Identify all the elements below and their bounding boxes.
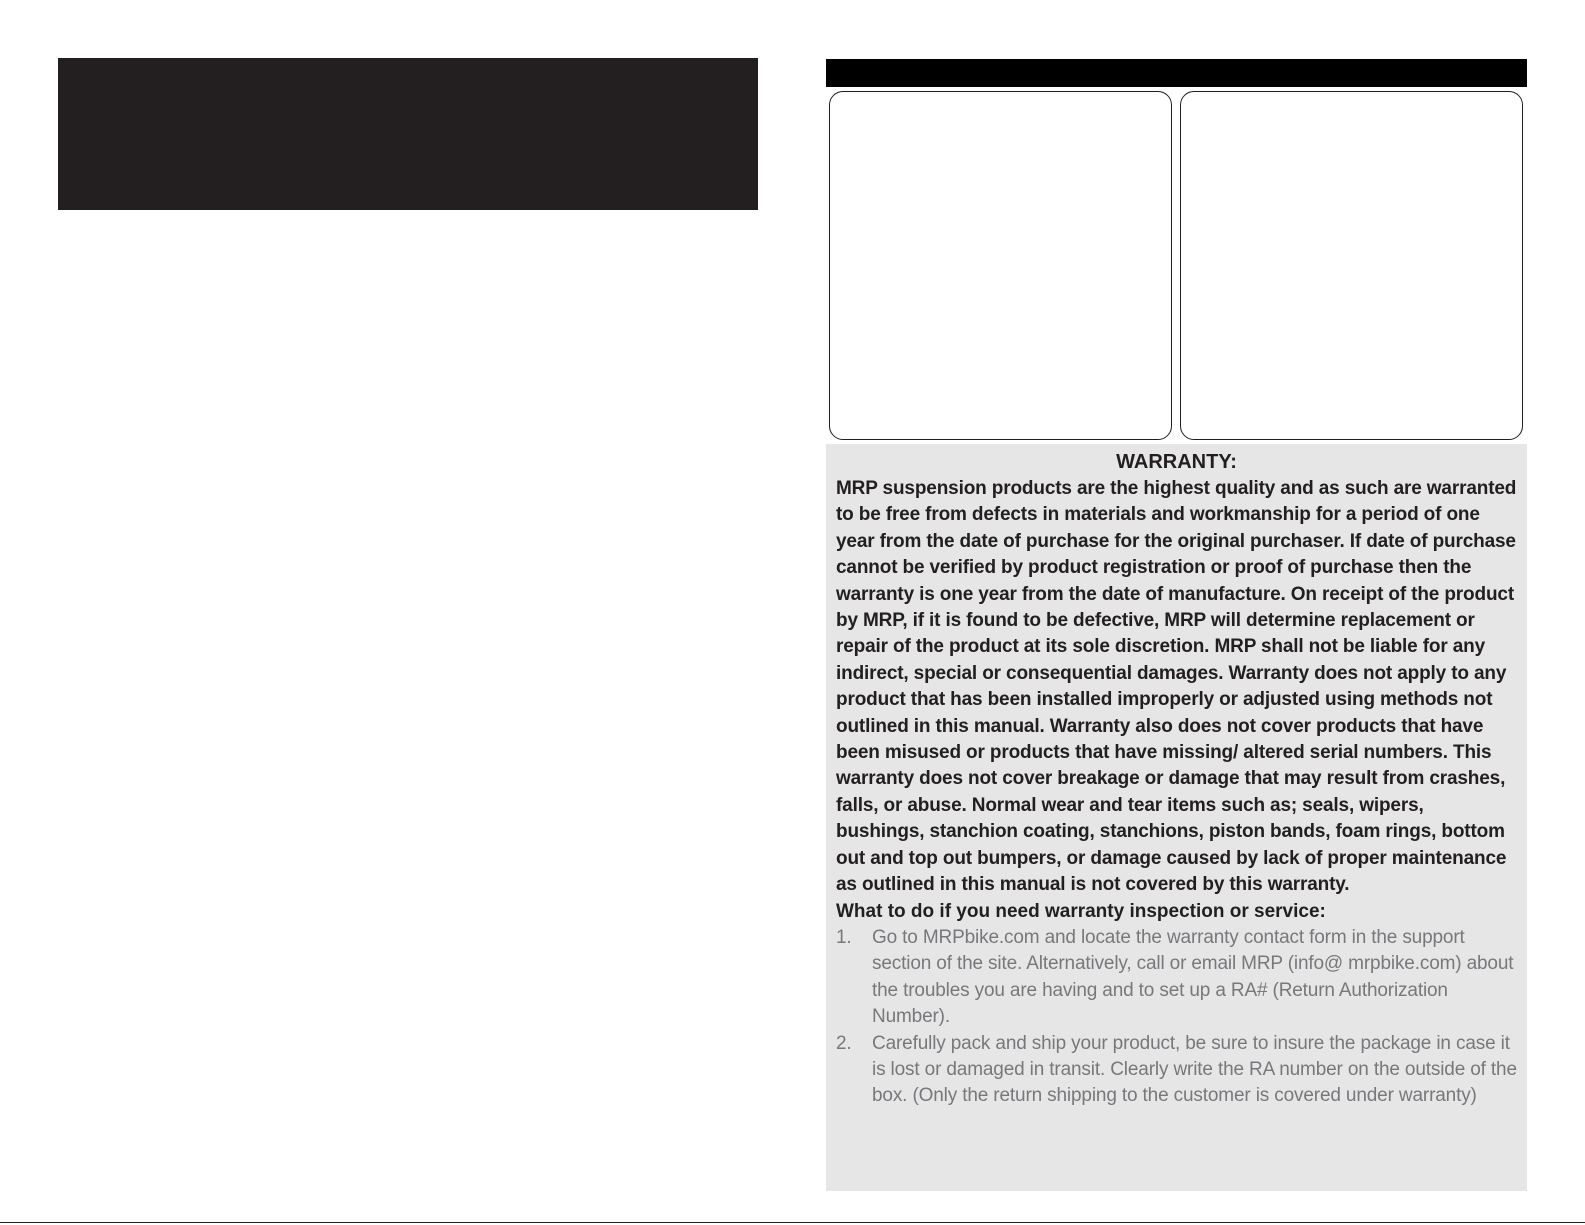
notes-box-right xyxy=(1180,91,1523,440)
service-step-1 xyxy=(836,925,1517,1031)
warranty-body: MRP suspension products are the highest quality and as such are warranted to be free from defects in materials and workmanship for a period of one year from the date of purchase for the original purchaser. If date of purchase cannot be verified by product registration or proof of purchase then the warranty is one year from the date of manufacture. On receipt of the product by MRP, if it is found to be defective, MRP will determine replacement or repair of the product at its sole discretion. MRP shall not be liable for any indirect, special or consequential damages. Warranty does not apply to any product that has been installed improperly or adjusted using methods not outlined in this manual. Warranty also does not cover products that have been misused or products that have missing/ altered serial numbers. This warranty does not cover breakage or damage that may result from crashes, falls, or abuse. Normal wear and tear items such as; seals, wipers, bushings, stanchion coating, stanchions, piston bands, foam rings, bottom out and top out bumpers, or damage caused by lack of proper maintenance as outlined in this manual is not covered by this warranty. xyxy=(836,478,1517,896)
warranty-title: WARRANTY: xyxy=(1116,451,1237,473)
left-title-block xyxy=(58,58,758,210)
page-bottom-rule xyxy=(0,1222,1585,1223)
section-header-bar xyxy=(826,59,1527,87)
warranty-panel xyxy=(826,444,1527,1191)
service-step-2 xyxy=(836,1031,1517,1110)
step-text: Carefully pack and ship your product, be sure to insure the package in case it is lost or damaged in transit. Clearly write the RA number on the outside of the box. (Only the return shipping to the customer is covered under warranty) xyxy=(872,1032,1517,1107)
notes-box-left xyxy=(829,91,1172,440)
service-heading: What to do if you need warranty inspection or service: xyxy=(836,900,1326,922)
step-number: 1. xyxy=(836,926,852,948)
step-number: 2. xyxy=(836,1032,852,1054)
step-text: Go to MRPbike.com and locate the warranty contact form in the support section of the site. Alternatively, call or email MRP (info@ mrpbike.com) about the troubles you are having and to set up a RA# (Return Authorization Number). xyxy=(872,926,1514,1028)
service-steps-list xyxy=(836,925,1517,1110)
